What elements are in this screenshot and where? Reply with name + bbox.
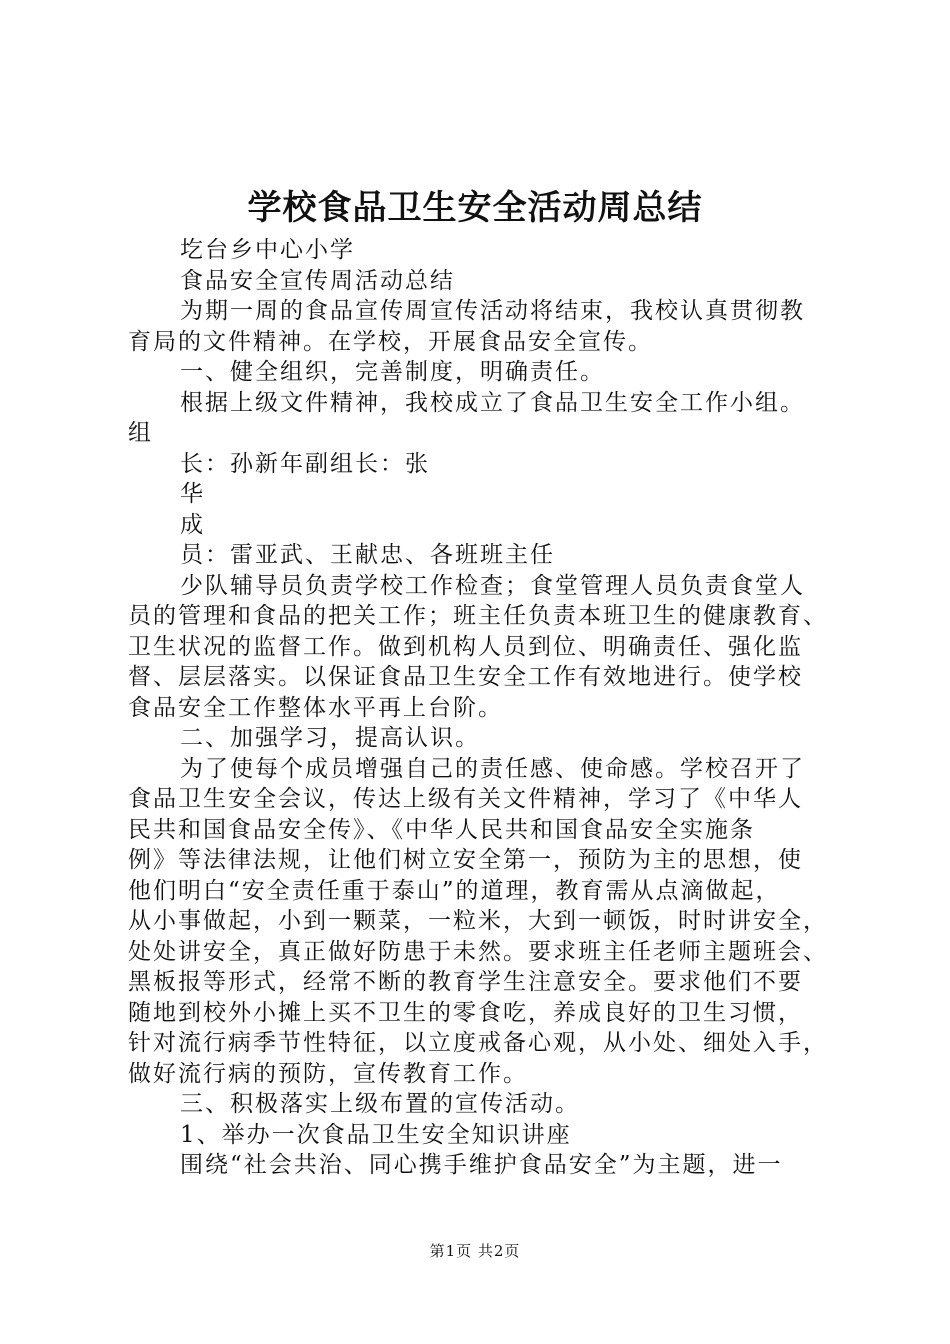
body-line: 卫生状况的监督工作。做到机构人员到位、明确责任、强化监 (128, 633, 803, 660)
body-line: 员的管理和食品的把关工作；班主任负责本班卫生的健康教育、 (128, 603, 828, 629)
body-line: 食品安全宣传周活动总结 (180, 267, 455, 294)
body-line: 华 (180, 481, 205, 507)
document-body (128, 235, 838, 1181)
body-line: 随地到校外小摊上买不卫生的零食吃，养成良好的卫生习惯， (128, 999, 803, 1026)
body-line: 督、层层落实。以保证食品卫生安全工作有效地进行。使学校 (128, 664, 803, 690)
body-line: 二、加强学习，提高认识。 (180, 725, 480, 751)
body-line: 育局的文件精神。在学校，开展食品安全宣传。 (128, 328, 653, 355)
page-footer: 第1页 共2页 (429, 1242, 521, 1260)
body-line: 组 (128, 420, 153, 446)
body-line: 食品安全工作整体水平再上台阶。 (128, 694, 503, 721)
body-line: 少队辅导员负责学校工作检查；食堂管理人员负责食堂人 (180, 572, 805, 599)
body-line: 围绕“社会共治、同心携手维护食品安全”为主题，进一 (180, 1152, 783, 1178)
document-title: 学校食品卫生安全活动周总结 (247, 188, 703, 228)
body-line: 民共和国食品安全传》、《中华人民共和国食品安全实施条 (128, 816, 755, 843)
body-line: 一、健全组织，完善制度，明确责任。 (180, 359, 605, 385)
body-line: 1、举办一次食品卫生安全知识讲座 (180, 1121, 572, 1148)
body-line: 例》等法律法规，让他们树立安全第一，预防为主的思想，使 (128, 847, 803, 873)
body-line: 三、积极落实上级布置的宣传活动。 (180, 1091, 580, 1117)
body-line: 为了使每个成员增强自己的责任感、使命感。学校召开了 (180, 755, 805, 782)
body-line: 处处讲安全，真正做好防患于未然。要求班主任老师主题班会、 (128, 938, 828, 965)
body-line: 根据上级文件精神，我校成立了食品卫生安全工作小组。 (180, 389, 805, 416)
body-line: 为期一周的食品宣传周宣传活动将结束，我校认真贯彻教 (180, 298, 805, 324)
body-line: 从小事做起，小到一颗菜，一粒米，大到一顿饭，时时讲安全， (128, 908, 828, 934)
body-line: 成 (180, 511, 205, 538)
body-line: 黑板报等形式，经常不断的教育学生注意安全。要求他们不要 (128, 969, 803, 995)
body-line: 他们明白“安全责任重于泰山”的道理，教育需从点滴做起， (128, 877, 781, 904)
body-line: 针对流行病季节性特征，以立度戒备心观，从小处、细处入手， (128, 1030, 828, 1056)
body-line: 长：孙新年副组长：张 (180, 450, 430, 477)
body-line: 做好流行病的预防，宣传教育工作。 (128, 1060, 528, 1087)
body-line: 员：雷亚武、王献忠、各班班主任 (180, 542, 555, 568)
body-line: 圪台乡中心小学 (180, 237, 355, 263)
body-line: 食品卫生安全会议，传达上级有关文件精神，学习了《中华人 (128, 786, 803, 812)
